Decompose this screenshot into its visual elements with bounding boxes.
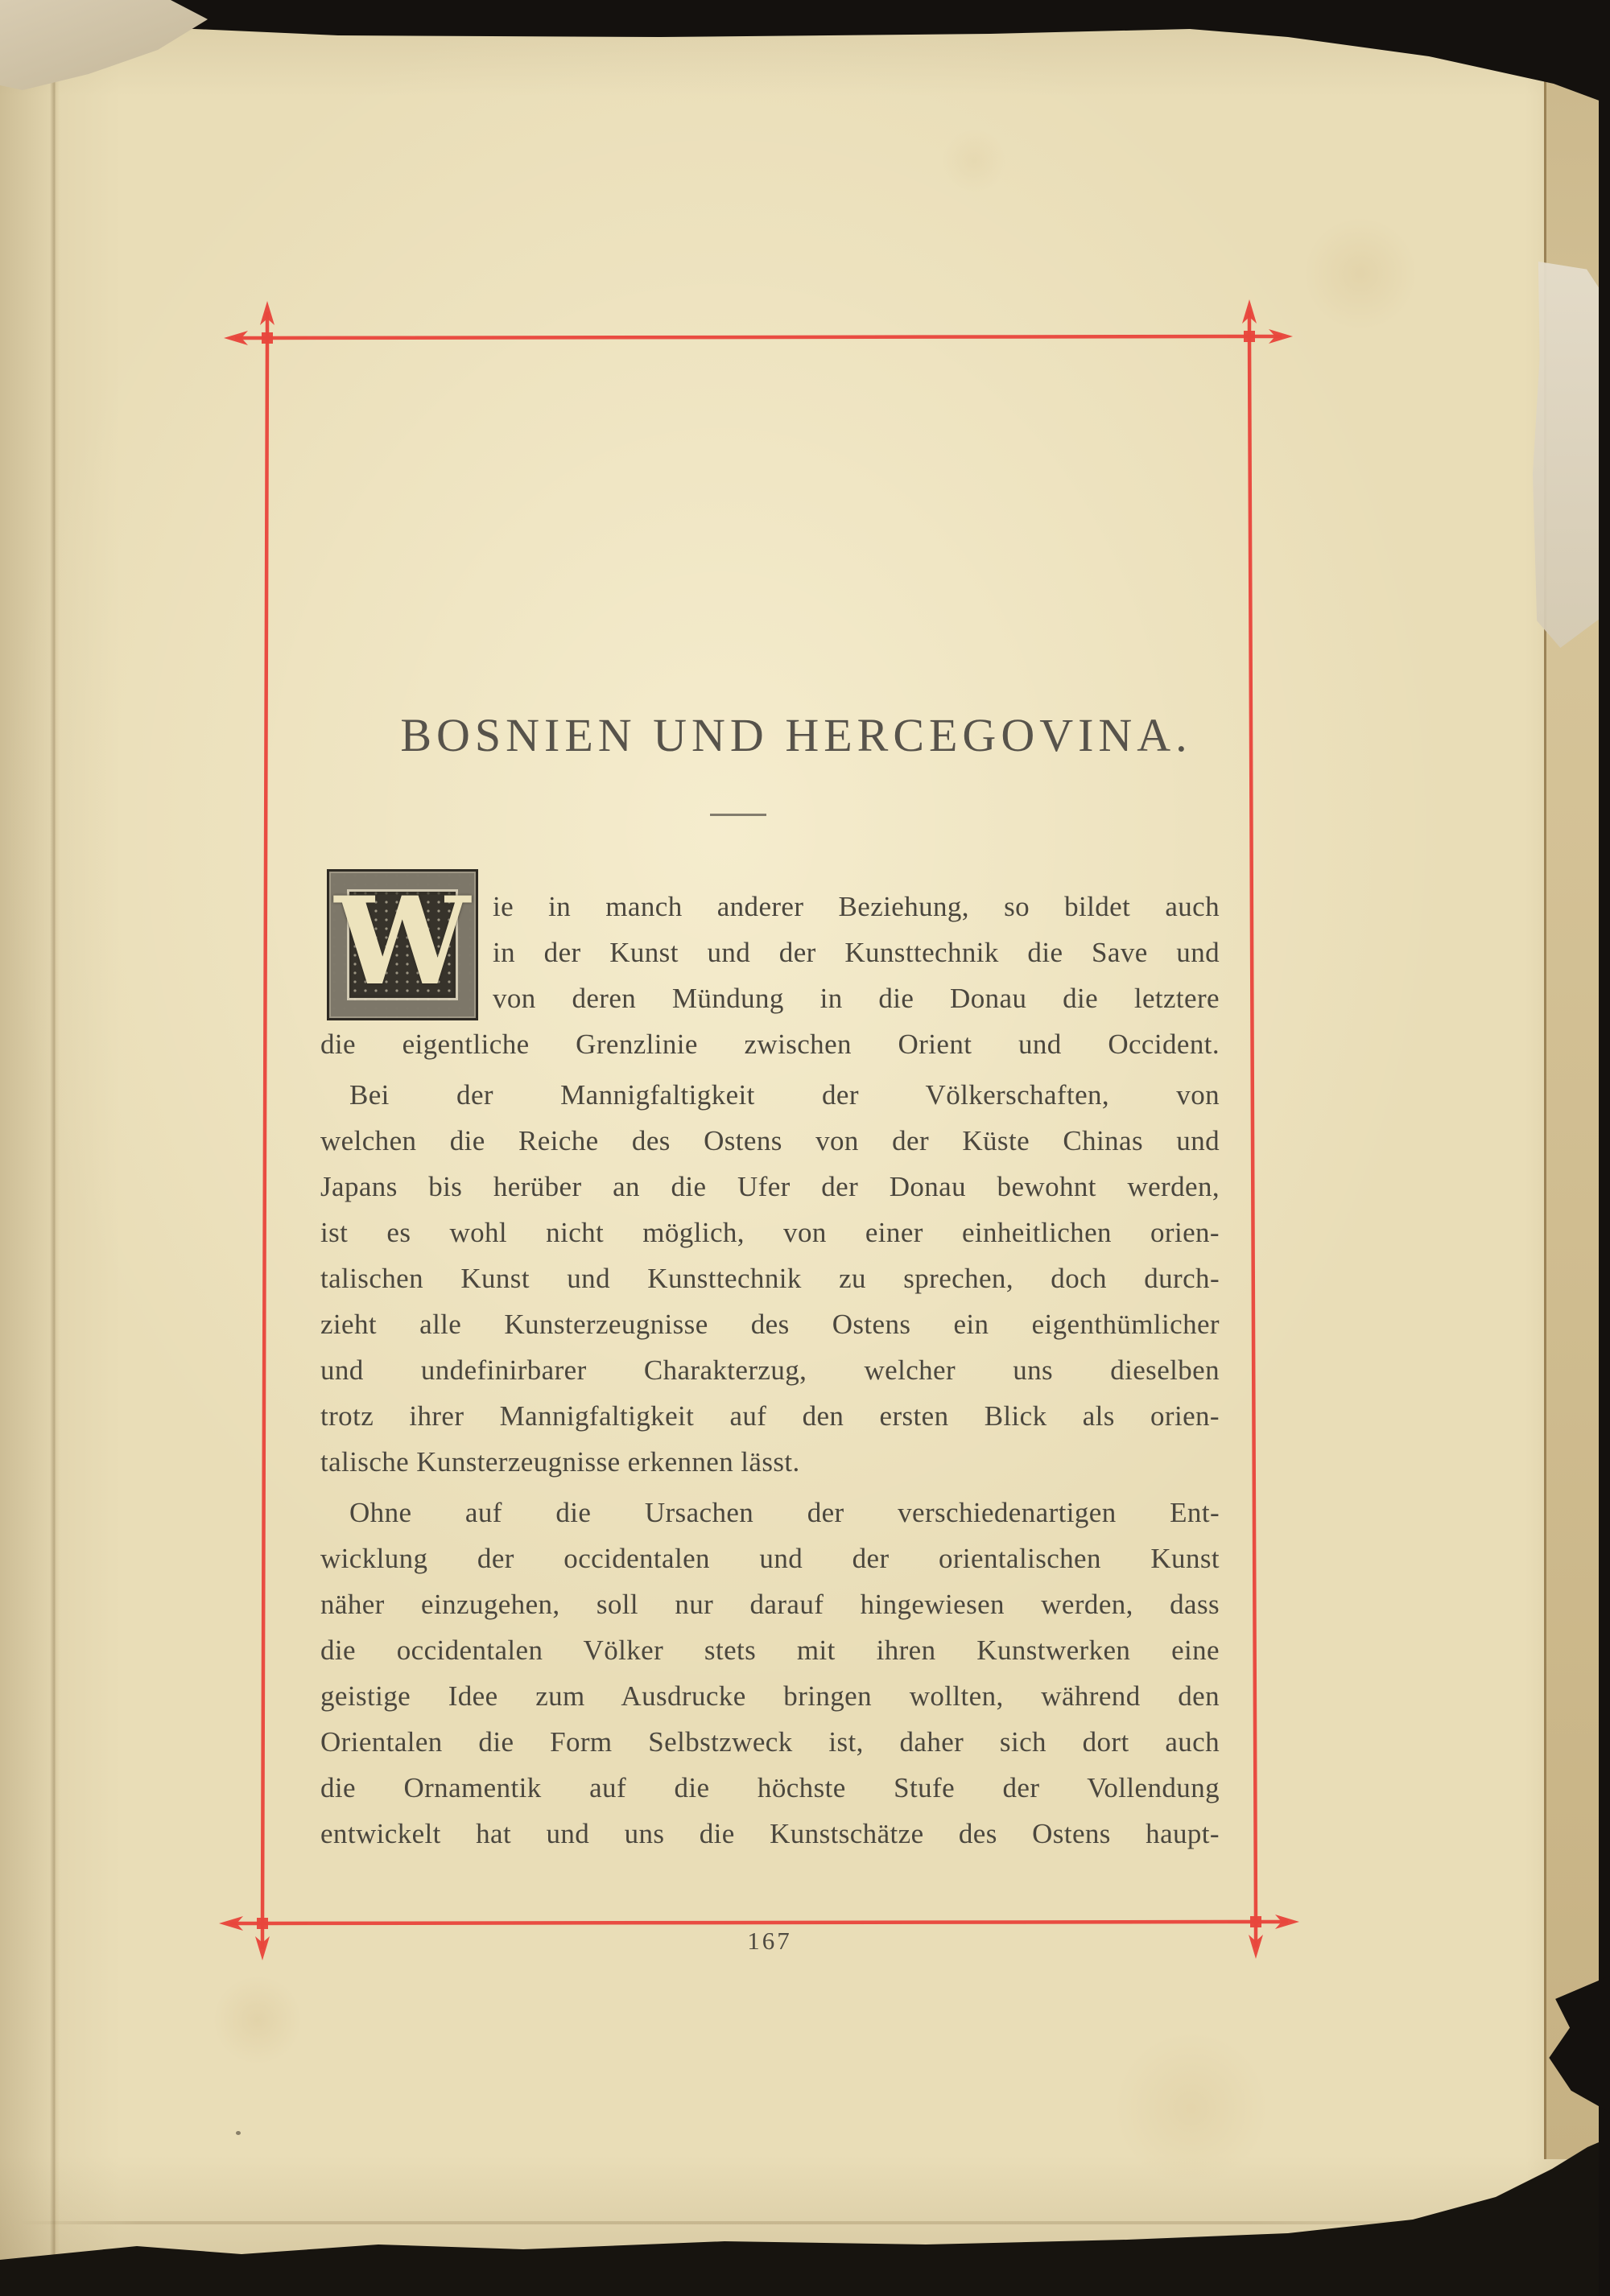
text-line: die occidentalen Völker stets mit ihren Kunstwerken eine — [320, 1634, 1220, 1666]
text-line: in der Kunst und der Kunsttechnik die Save und — [493, 937, 1220, 968]
text-line: entwickelt hat und uns die Kunstschätze des Ostens haupt- — [320, 1818, 1220, 1849]
page-number: 167 — [747, 1927, 792, 1955]
text-line: Bei der Mannigfaltigkeit der Völkerschaften, von — [349, 1079, 1220, 1111]
corner-dot — [257, 1918, 268, 1929]
title-divider-rule — [710, 814, 766, 816]
text-line: von deren Mündung in die Donau die letztere — [493, 983, 1220, 1014]
text-block — [320, 871, 1220, 1861]
text-line: die Ornamentik auf die höchste Stufe der Vollendung — [320, 1772, 1220, 1803]
text-line: die eigentliche Grenzlinie zwischen Orient und Occident. — [320, 1028, 1220, 1060]
text-line: Ohne auf die Ursachen der verschiedenartigen Ent- — [349, 1497, 1220, 1528]
text-line: talischen Kunst und Kunsttechnik zu sprechen, doch durch- — [320, 1263, 1220, 1294]
text-line: Orientalen die Form Selbstzweck ist, daher sich dort auch — [320, 1726, 1220, 1758]
corner-dot — [1244, 331, 1255, 342]
text-line: ist es wohl nicht möglich, von einer einheitlichen orien- — [320, 1217, 1220, 1248]
text-line: wicklung der occidentalen und der orientalischen Kunst — [320, 1543, 1220, 1574]
text-line: und undefinirbarer Charakterzug, welcher uns dieselben — [320, 1354, 1220, 1386]
corner-dot — [262, 332, 273, 344]
chapter-title: BOSNIEN UND HERCEGOVINA. — [400, 709, 1192, 761]
text-line: ie in manch anderer Beziehung, so bildet auch — [493, 891, 1220, 922]
paragraph — [320, 1072, 1220, 1485]
paragraph — [320, 1490, 1220, 1857]
text-line: trotz ihrer Mannigfaltigkeit auf den ersten Blick als orien- — [320, 1400, 1220, 1432]
text-line: näher einzugehen, soll nur darauf hingewiesen werden, dass — [320, 1589, 1220, 1620]
text-line: welchen die Reiche des Ostens von der Küste Chinas und — [320, 1125, 1220, 1156]
drop-cap-letter: W — [334, 871, 471, 1012]
text-line: Japans bis herüber an die Ufer der Donau bewohnt werden, — [320, 1171, 1220, 1202]
text-line: talische Kunsterzeugnisse erkennen lässt. — [320, 1446, 800, 1478]
text-line: geistige Idee zum Ausdrucke bringen wollten, während den — [320, 1680, 1220, 1712]
drop-cap-initial — [327, 869, 478, 1020]
corner-dot — [1250, 1916, 1261, 1927]
paragraph — [320, 871, 1220, 1067]
text-line: zieht alle Kunsterzeugnisse des Ostens ein eigenthümlicher — [320, 1309, 1220, 1340]
